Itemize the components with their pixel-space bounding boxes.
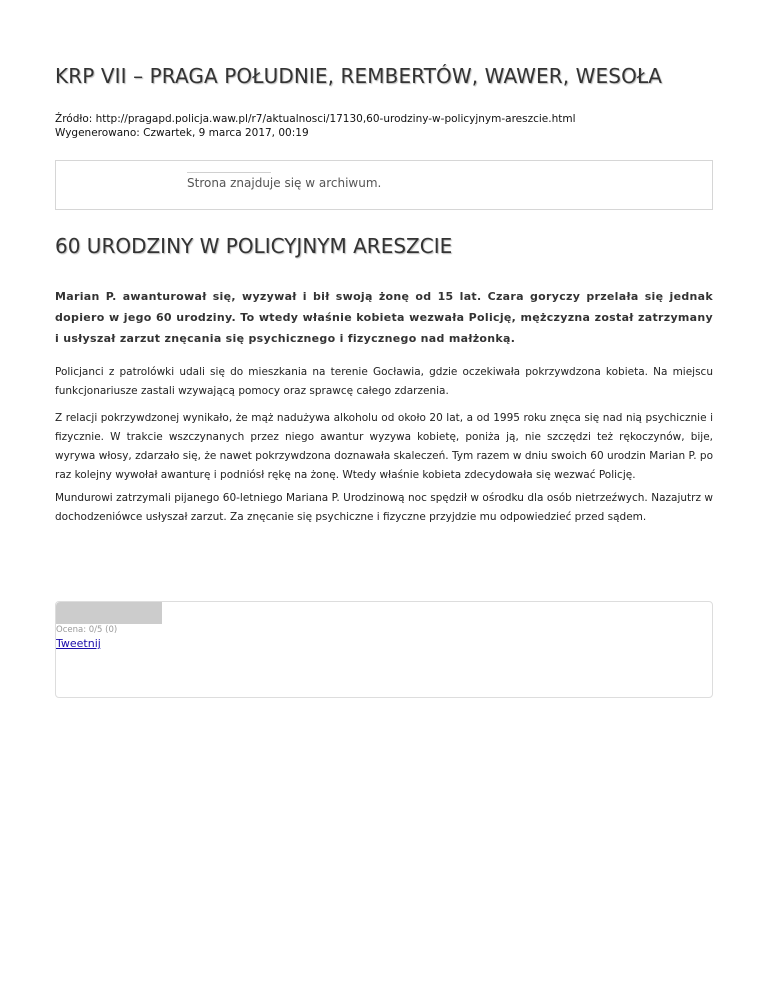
article-paragraph: Policjanci z patrolówki udali się do mieszkania na terenie Gocławia, gdzie oczekiwała pokrzywdzona kobieta. Na miejscu funkcjonariusze zastali wzywającą pomocy oraz sprawcę całego zdarzenia. [55, 366, 713, 397]
generated-date-line: Wygenerowano: Czwartek, 9 marca 2017, 00:19 [55, 127, 309, 139]
archive-divider [187, 172, 271, 173]
archive-notice-text: Strona znajduje się w archiwum. [187, 176, 382, 190]
site-title: KRP VII – PRAGA POŁUDNIE, REMBERTÓW, WAWER, WESOŁA [55, 64, 663, 88]
rating-box [55, 601, 713, 698]
article-lead: Marian P. awanturował się, wyzywał i bił swoją żonę od 15 lat. Czara goryczy przelała się jednak dopiero w jego 60 urodziny. To wtedy właśnie kobieta wezwała Policję, mężczyzna został zatrzymany i usłyszał zarzut znęcania się psychicznego i fizycznego nad małżonką. [55, 290, 713, 345]
rating-label: Ocena: 0/5 (0) [56, 625, 118, 635]
tweet-link[interactable]: Tweetnij [56, 637, 101, 650]
article-paragraph: Mundurowi zatrzymali pijanego 60-letniego Mariana P. Urodzinową noc spędził w ośrodku dla osób nietrzeźwych. Nazajutrz w dochodzeniówce usłyszał zarzut. Za znęcanie się psychiczne i fizyczne przyjdzie mu odpowiedzieć przed sądem. [55, 492, 713, 523]
article-title: 60 URODZINY W POLICYJNYM ARESZCIE [55, 234, 453, 258]
source-url-line: Źródło: http://pragapd.policja.waw.pl/r7/aktualnosci/17130,60-urodziny-w-policyjnym-areszcie.html [55, 113, 576, 125]
archive-notice-box [55, 160, 713, 210]
rating-stars-bar[interactable] [56, 602, 162, 624]
source-meta [55, 112, 576, 140]
article-paragraph: Z relacji pokrzywdzonej wynikało, że mąż nadużywa alkoholu od około 20 lat, a od 1995 roku znęca się nad nią psychicznie i fizycznie. W trakcie wszczynanych przez niego awantur wyzywa kobietę, poniża ją, nie szczędzi też rękoczynów, bije, wyrywa włosy, zdarzało się, że nawet pokrzywdzona doznawała skaleczeń. Tym razem w dniu swoich 60 urodzin Marian P. po raz kolejny wywołał awanturę i podniósł rękę na żonę. Wtedy właśnie kobieta zdecydowała się wezwać Policję. [55, 412, 713, 481]
